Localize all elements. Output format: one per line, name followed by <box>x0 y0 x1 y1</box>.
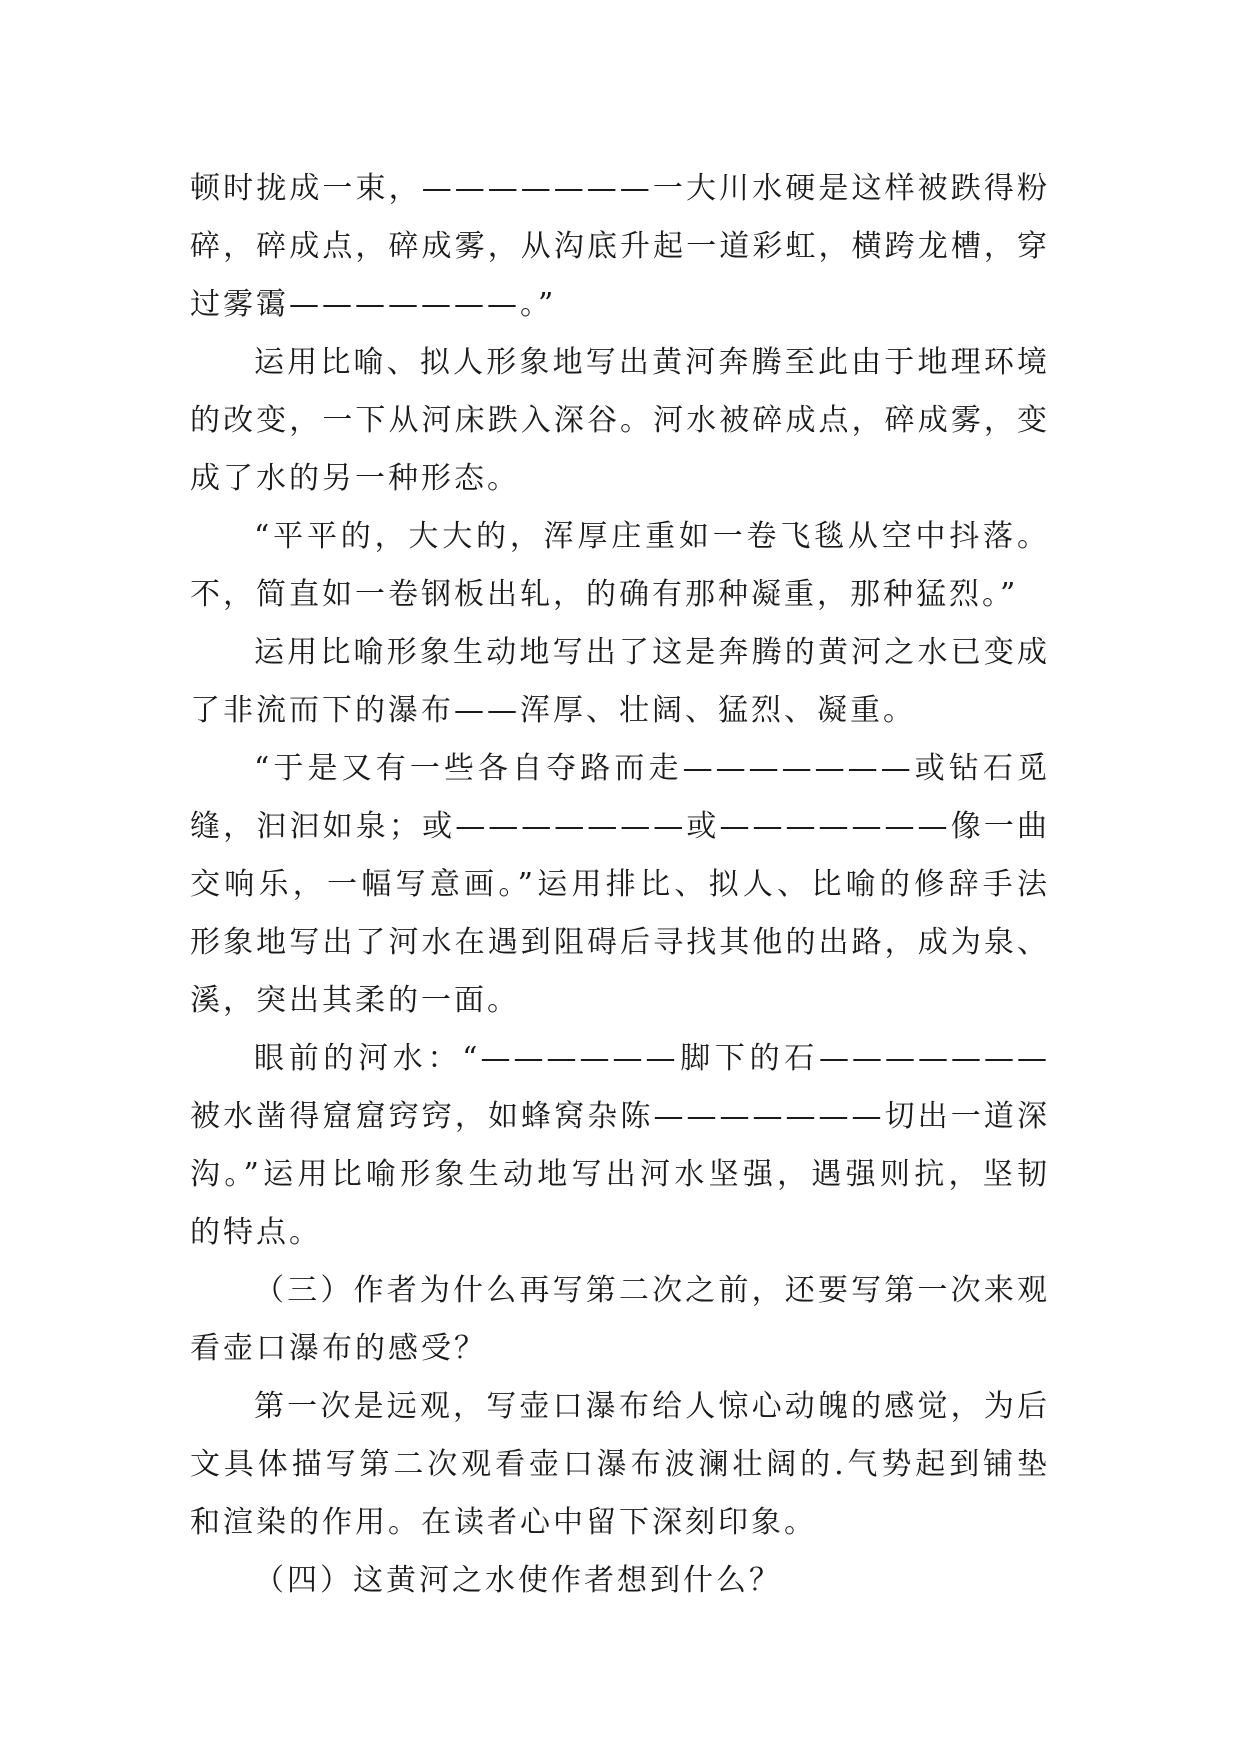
paragraph-7: 第一次是远观，写壶口瀑布给人惊心动魄的感觉，为后文具体描写第二次观看壶口瀑布波澜壮阔的.气势起到铺垫和渲染的作用。在读者心中留下深刻印象。 <box>190 1389 1050 1540</box>
paragraph-4: 运用比喻形象生动地写出了这是奔腾的黄河之水已变成了非流而下的瀑布——浑厚、壮阔、猛烈、凝重。 <box>190 635 1050 728</box>
section-question-4: （四）这黄河之水使作者想到什么？ <box>254 1563 782 1598</box>
section-question-3: （三）作者为什么再写第二次之前，还要写第一次来观看壶口瀑布的感受？ <box>190 1273 1050 1366</box>
paragraph-2: 运用比喻、拟人形象地写出黄河奔腾至此由于地理环境的改变，一下从河床跌入深谷。河水被碎成点，碎成雾，变成了水的另一种形态。 <box>190 345 1050 496</box>
paragraph-3: “平平的，大大的，浑厚庄重如一卷飞毯从空中抖落。不，简直如一卷钢板出轧，的确有那种凝重，那种猛烈。” <box>190 519 1050 612</box>
paragraph-5: “于是又有一些各自夺路而走———————或钻石觅缝，汩汩如泉；或———————或———————像一曲交响乐，一幅写意画。”运用排比、拟人、比喻的修辞手法形象地写出了河水在遇到阻碍后寻找其他的出路，成为泉、溪，突出其柔的一面。 <box>190 751 1050 1018</box>
document-body <box>190 160 1050 1610</box>
paragraph-1: 顿时拢成一束，———————一大川水硬是这样被跌得粉碎，碎成点，碎成雾，从沟底升起一道彩虹，横跨龙槽，穿过雾霭———————。” <box>190 171 1050 322</box>
paragraph-6: 眼前的河水：“——————脚下的石———————被水凿得窟窟窍窍，如蜂窝杂陈———————切出一道深沟。”运用比喻形象生动地写出河水坚强，遇强则抗，坚韧的特点。 <box>190 1041 1050 1250</box>
